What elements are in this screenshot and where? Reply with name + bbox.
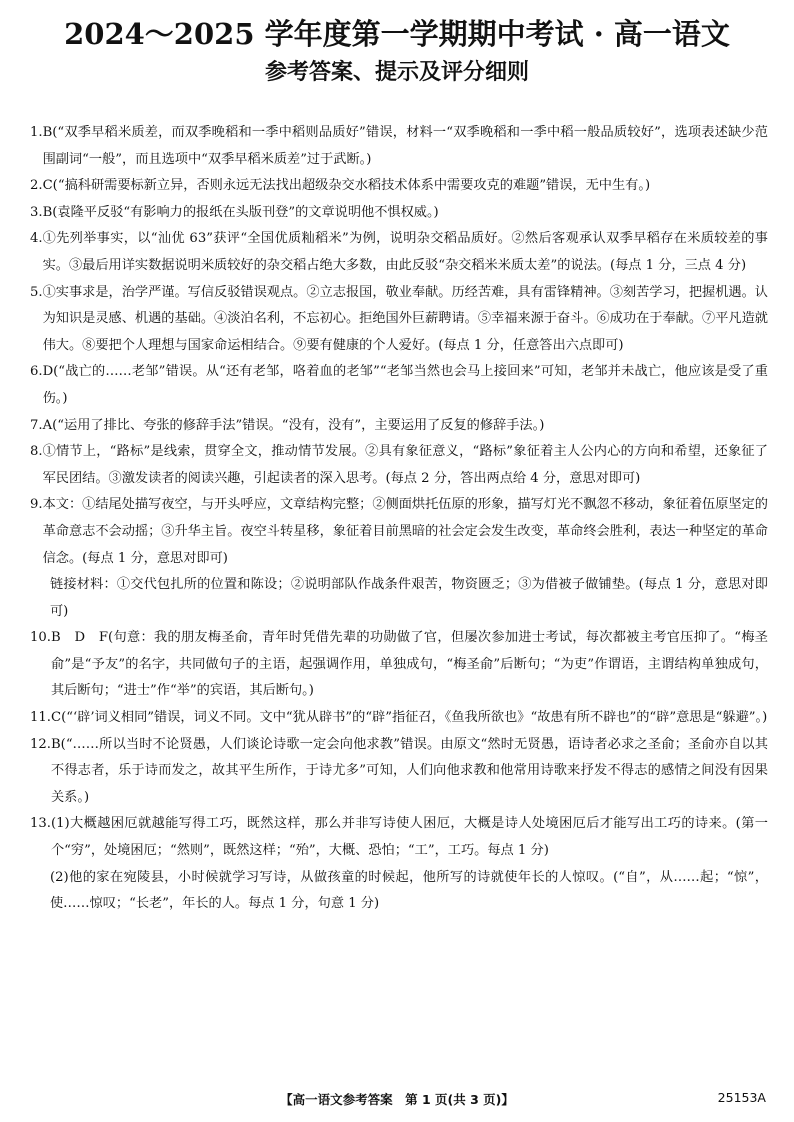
answer-text: B(袁隆平反驳“有影响力的报纸在头版刊登”的文章说明他不惧权威。) [42, 204, 439, 220]
answer-number: 5. [30, 284, 43, 300]
answer-text: D(“战亡的……老邹”错误。从“还有老邹，咯着血的老邹”“老邹当然也会马上接回来”可知，老邹并未战亡，他应该是受了重伤。) [42, 364, 768, 406]
answer-list [30, 120, 768, 918]
answer-6 [30, 359, 768, 412]
answer-text: ①先列举事实，以“汕优 63”获评“全国优质籼稻米”为例，说明杂交稻品质好。②然后客观承认双季早稻存在米质较差的事实。③最后用详实数据说明米质较好的杂交稻占绝大多数，由此反驳“杂交稻米米质太差”的说法。(每点 1 分，三点 4 分) [42, 231, 768, 273]
answer-number: 12. [30, 736, 51, 752]
answer-4 [30, 226, 768, 279]
answer-1 [30, 120, 768, 173]
answer-text: C(“‘辟’词义相同”错误，词义不同。文中“犹从辟书”的“辟”指征召，《鱼我所欲也》“故患有所不辟也”的“辟”意思是“躲避”。) [50, 710, 768, 726]
answer-number: 4. [30, 231, 43, 247]
answer-text: ①实事求是，治学严谨。写信反驳错误观点。②立志报国，敬业奉献。历经苦难，具有雷锋精神。③刻苦学习，把握机遇。认为知识是灵感、机遇的基础。④淡泊名利，不忘初心。拒绝国外巨薪聘请。⑤幸福来源于奋斗。⑥成功在于奉献。⑦平凡造就伟大。⑧要把个人理想与国家命运相结合。⑨要有健康的个人爱好。(每点 1 分，任意答出六点即可) [42, 284, 768, 353]
answer-number: 13. [30, 816, 51, 832]
page-subtitle: 参考答案、提示及评分细则 [264, 60, 529, 85]
answer-number: 10. [30, 630, 51, 646]
page-number-label: 【高一语文参考答案 第 1 页(共 3 页)】 [280, 1092, 514, 1107]
answer-text: B(“双季早稻米质差，而双季晚稻和一季中稻则品质好”错误，材料一“双季晚稻和一季中稻一般品质较好”，选项表述缺少范围副词“一般”，而且选项中“双季早稻米质差”过于武断。) [42, 125, 768, 167]
answer-number: 9. [30, 497, 43, 513]
answer-number: 7. [30, 417, 43, 433]
answer-text: A(“运用了排比、夸张的修辞手法”错误。“没有，没有”，主要运用了反复的修辞手法。) [42, 417, 545, 433]
answer-text: B D F(句意：我的朋友梅圣俞，青年时凭借先辈的功勋做了官，但屡次参加进士考试，每次都被主考官压抑了。“梅圣俞”是“予友”的名字，共同做句子的主语，起强调作用，单独成句，“梅圣俞”后断句；“为吏”作谓语，主谓结构单独成句，其后断句；“进士”作“举”的宾语，其后断句。) [50, 630, 768, 699]
answer-text: ①情节上，“路标”是线索，贯穿全文，推动情节发展。②具有象征意义，“路标”象征着主人公内心的方向和希望，还象征了军民团结。③激发读者的阅读兴趣，引起读者的深入思考。(每点 2 分，答出两点给 4 分，意思对即可) [42, 444, 768, 486]
answer-number: 3. [30, 204, 43, 220]
answer-5 [30, 280, 768, 360]
answer-text: 本文：①结尾处描写夜空，与开头呼应，文章结构完整；②侧面烘托伍原的形象，描写灯光不飘忽不移动，象征着伍原坚定的革命意志不会动摇；③升华主旨。夜空斗转星移，象征着目前黑暗的社会定会发生改变，革命终会胜利，表达一种坚定的革命信念。(每点 1 分，意思对即可) [42, 497, 768, 566]
answer-text: C(“搞科研需要标新立异，否则永远无法找出超级杂交水稻技术体系中需要攻克的难题”错误，无中生有。) [42, 178, 651, 194]
answer-number: 8. [30, 444, 43, 460]
answer-12 [30, 732, 768, 812]
answer-text: B(“……所以当时不论贤愚，人们谈论诗歌一定会向他求教”错误。由原文“然时无贤愚，语诗者必求之圣俞；圣俞亦自以其不得志者，乐于诗而发之，故其平生所作，于诗尤多”可知，人们向他求教和他常用诗歌来抒发不得志的感情之间没有因果关系。) [50, 736, 768, 805]
page-title: 2024～2025 学年度第一学期期中考试 · 高一语文 [64, 17, 730, 51]
answer-10 [30, 625, 768, 705]
answer-11 [30, 705, 768, 732]
answer-13 [30, 811, 768, 864]
answer-number: 11. [30, 710, 51, 726]
answer-9 [30, 492, 768, 572]
paper-code: 25153A [717, 1090, 766, 1105]
answer-number: 6. [30, 364, 43, 380]
answer-8 [30, 439, 768, 492]
answer-text: (1)大概越困厄就越能写得工巧，既然这样，那么并非写诗使人困厄，大概是诗人处境困厄后才能写出工巧的诗来。(第一个“穷”，处境困厄；“然则”，既然这样；“殆”，大概、恐怕；“工”，工巧。每点 1 分) [50, 816, 768, 859]
answer-13-part-2: (2)他的家在宛陵县，小时候就学习写诗，从做孩童的时候起，他所写的诗就使年长的人惊叹。(“自”，从……起；“惊”，使……惊叹；“长老”，年长的人。每点 1 分，句意 1 分) [50, 869, 768, 912]
answer-3 [30, 200, 768, 227]
answer-7 [30, 413, 768, 440]
answer-2 [30, 173, 768, 200]
answer-9-linked-material: 链接材料：①交代包扎所的位置和陈设；②说明部队作战条件艰苦，物资匮乏；③为借被子做铺垫。(每点 1 分，意思对即可) [50, 577, 768, 619]
answer-number: 2. [30, 178, 43, 194]
answer-number: 1. [30, 125, 43, 140]
